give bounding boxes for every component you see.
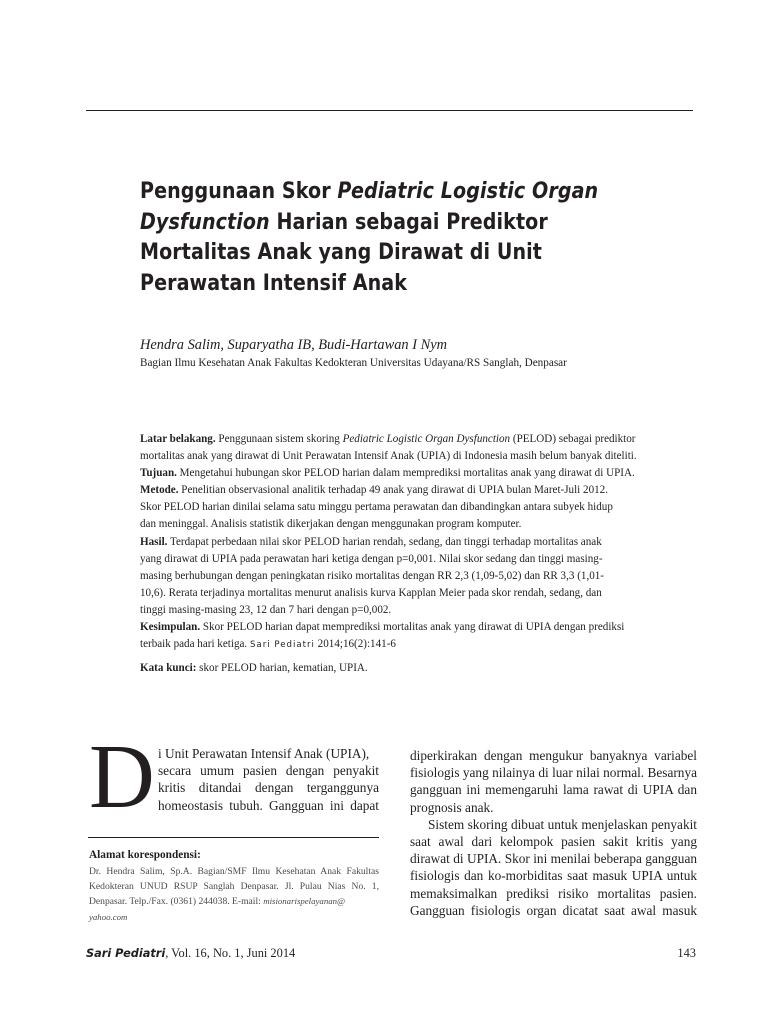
body-text-line: saat awal dari kelompok pasien sakit kritis yang xyxy=(410,833,697,849)
body-right-column xyxy=(410,747,697,919)
body-text-line: diperkirakan dengan mengukur banyaknya variabel xyxy=(410,748,697,763)
body-text-line: memaksimalkan prediksi risiko mortalitas pasien. xyxy=(410,885,697,901)
page-number: 143 xyxy=(677,946,696,960)
correspondence-line: Denpasar. Telp./Fax. (0361) 244038. E-mail: xyxy=(89,896,264,907)
keywords-label: Kata kunci: xyxy=(140,662,197,674)
correspondence-title: Alamat korespondensi: xyxy=(89,849,201,861)
correspondence-rule xyxy=(88,837,379,838)
title-text: Mortalitas Anak yang Dirawat di Unit xyxy=(140,239,542,265)
title-text: Harian sebagai Prediktor xyxy=(269,208,548,235)
abstract-section-label: Kesimpulan. xyxy=(140,621,201,634)
abstract-text: mortalitas anak yang dirawat di Unit Perawatan Intensif Anak (UPIA) di Indonesia masih belum banyak diteliti. xyxy=(140,450,637,463)
correspondence-email[interactable]: yahoo.com xyxy=(89,911,128,922)
header-rule xyxy=(86,110,693,111)
correspondence-body xyxy=(89,865,379,925)
body-text-line: fisiologis dan ko-morbiditas saat masuk UPIA untuk xyxy=(410,868,697,884)
correspondence-line: Kedokteran UNUD RSUP Sanglah Denpasar. Jl. Pulau Nias No. 1, xyxy=(89,880,379,892)
citation-details: 2014;16(2):141-6 xyxy=(314,638,396,651)
title-text: Perawatan Intensif Anak xyxy=(140,269,408,296)
abstract-text: yang dirawat di UPIA pada perawatan hari ketiga dengan p=0,001. Nilai skor sedang dan tinggi masing- xyxy=(140,552,603,565)
abstract-italic-text: Pediatric Logistic Organ Dysfunction xyxy=(342,433,511,445)
abstract-section-label: Latar belakang. xyxy=(140,433,216,445)
keywords-text: skor PELOD harian, kematian, UPIA. xyxy=(196,662,368,674)
authors: Hendra Salim, Suparyatha IB, Budi-Hartawan I Nym xyxy=(140,337,447,353)
abstract-text: Terdapat perbedaan nilai skor PELOD harian rendah, sedang, dan tinggi terhadap mortalitas anak xyxy=(167,535,602,548)
abstract-text: Skor PELOD harian dapat memprediksi mortalitas anak yang dirawat di UPIA dengan prediksi xyxy=(200,621,625,634)
keywords xyxy=(140,662,368,674)
footer-journal: Sari Pediatri xyxy=(86,947,166,960)
body-text-line: Sistem skoring dibuat untuk menjelaskan penyakit xyxy=(428,816,697,832)
title-italic-text: Pediatric Logistic Organ xyxy=(337,178,599,204)
abstract-section-label: Hasil. xyxy=(140,535,168,548)
abstract-text: masing berhubungan dengan peningkatan risiko mortalitas dengan RR 2,3 (1,09-5,02) dan RR 3,3 (1,01- xyxy=(140,569,605,582)
body-text-line: fisiologis yang nilainya di luar nilai normal. Besarnya xyxy=(410,765,697,781)
abstract-text: (PELOD) sebagai prediktor xyxy=(510,433,636,445)
abstract xyxy=(140,431,660,653)
correspondence-line: Dr. Hendra Salim, Sp.A. Bagian/SMF Ilmu Kesehatan Anak Fakultas xyxy=(89,866,379,877)
body-text-line: Gangguan fisiologis organ dicatat saat awal masuk xyxy=(410,902,697,918)
body-text-line: gangguan ini memengaruhi lama rawat di UPIA dan xyxy=(410,782,697,798)
body-text-line: i Unit Perawatan Intensif Anak (UPIA), xyxy=(158,746,370,761)
correspondence-email[interactable]: misionarispelayanan@ xyxy=(263,896,346,906)
body-text-line: dirawat di UPIA. Skor ini menilai beberapa gangguan xyxy=(410,851,697,867)
abstract-text: Mengetahui hubungan skor PELOD harian dalam memprediksi mortalitas anak yang dirawat di UPIA. xyxy=(176,467,635,480)
page-footer xyxy=(86,946,295,961)
body-text-line: secara umum pasien dengan penyakit xyxy=(158,763,379,779)
body-text-line: prognosis anak. xyxy=(410,799,494,815)
footer-issue: , Vol. 16, No. 1, Juni 2014 xyxy=(165,946,296,960)
affiliation: Bagian Ilmu Kesehatan Anak Fakultas Kedokteran Universitas Udayana/RS Sanglah, Denpasar xyxy=(140,357,567,369)
body-text-line: homeostasis tubuh. Gangguan ini dapat xyxy=(158,797,379,813)
title-text: Penggunaan Skor xyxy=(140,178,338,204)
abstract-text: Skor PELOD harian dinilai selama satu minggu pertama perawatan dan dibandingkan antara subyek hidup xyxy=(140,501,613,514)
abstract-text: 10,6). Rerata terjadinya mortalitas menurut analisis kurva Kapplan Meier pada skor rendah, sedang, dan xyxy=(140,586,602,599)
article-title xyxy=(140,176,599,298)
citation-journal: Sari Pediatri xyxy=(249,640,315,651)
drop-cap: D xyxy=(89,726,155,827)
abstract-text: tinggi masing-masing 23, 12 dan 7 hari dengan p=0,002. xyxy=(140,603,392,616)
abstract-text: Penelitian observasional analitik terhadap 49 anak yang dirawat di UPIA bulan Maret-Juli 2012. xyxy=(178,484,608,497)
abstract-text: terbaik pada hari ketiga. xyxy=(140,638,250,651)
body-text-line: kritis ditandai dengan terganggunya xyxy=(158,780,379,796)
abstract-section-label: Tujuan. xyxy=(140,467,177,480)
title-italic-text: Dysfunction xyxy=(140,208,270,235)
correspondence-block xyxy=(89,849,379,925)
abstract-text: Penggunaan sistem skoring xyxy=(215,433,343,445)
abstract-text: dan meninggal. Analisis statistik dikerjakan dengan menggunakan program komputer. xyxy=(140,518,522,531)
abstract-section-label: Metode. xyxy=(140,484,179,497)
body-left-column xyxy=(158,745,379,814)
